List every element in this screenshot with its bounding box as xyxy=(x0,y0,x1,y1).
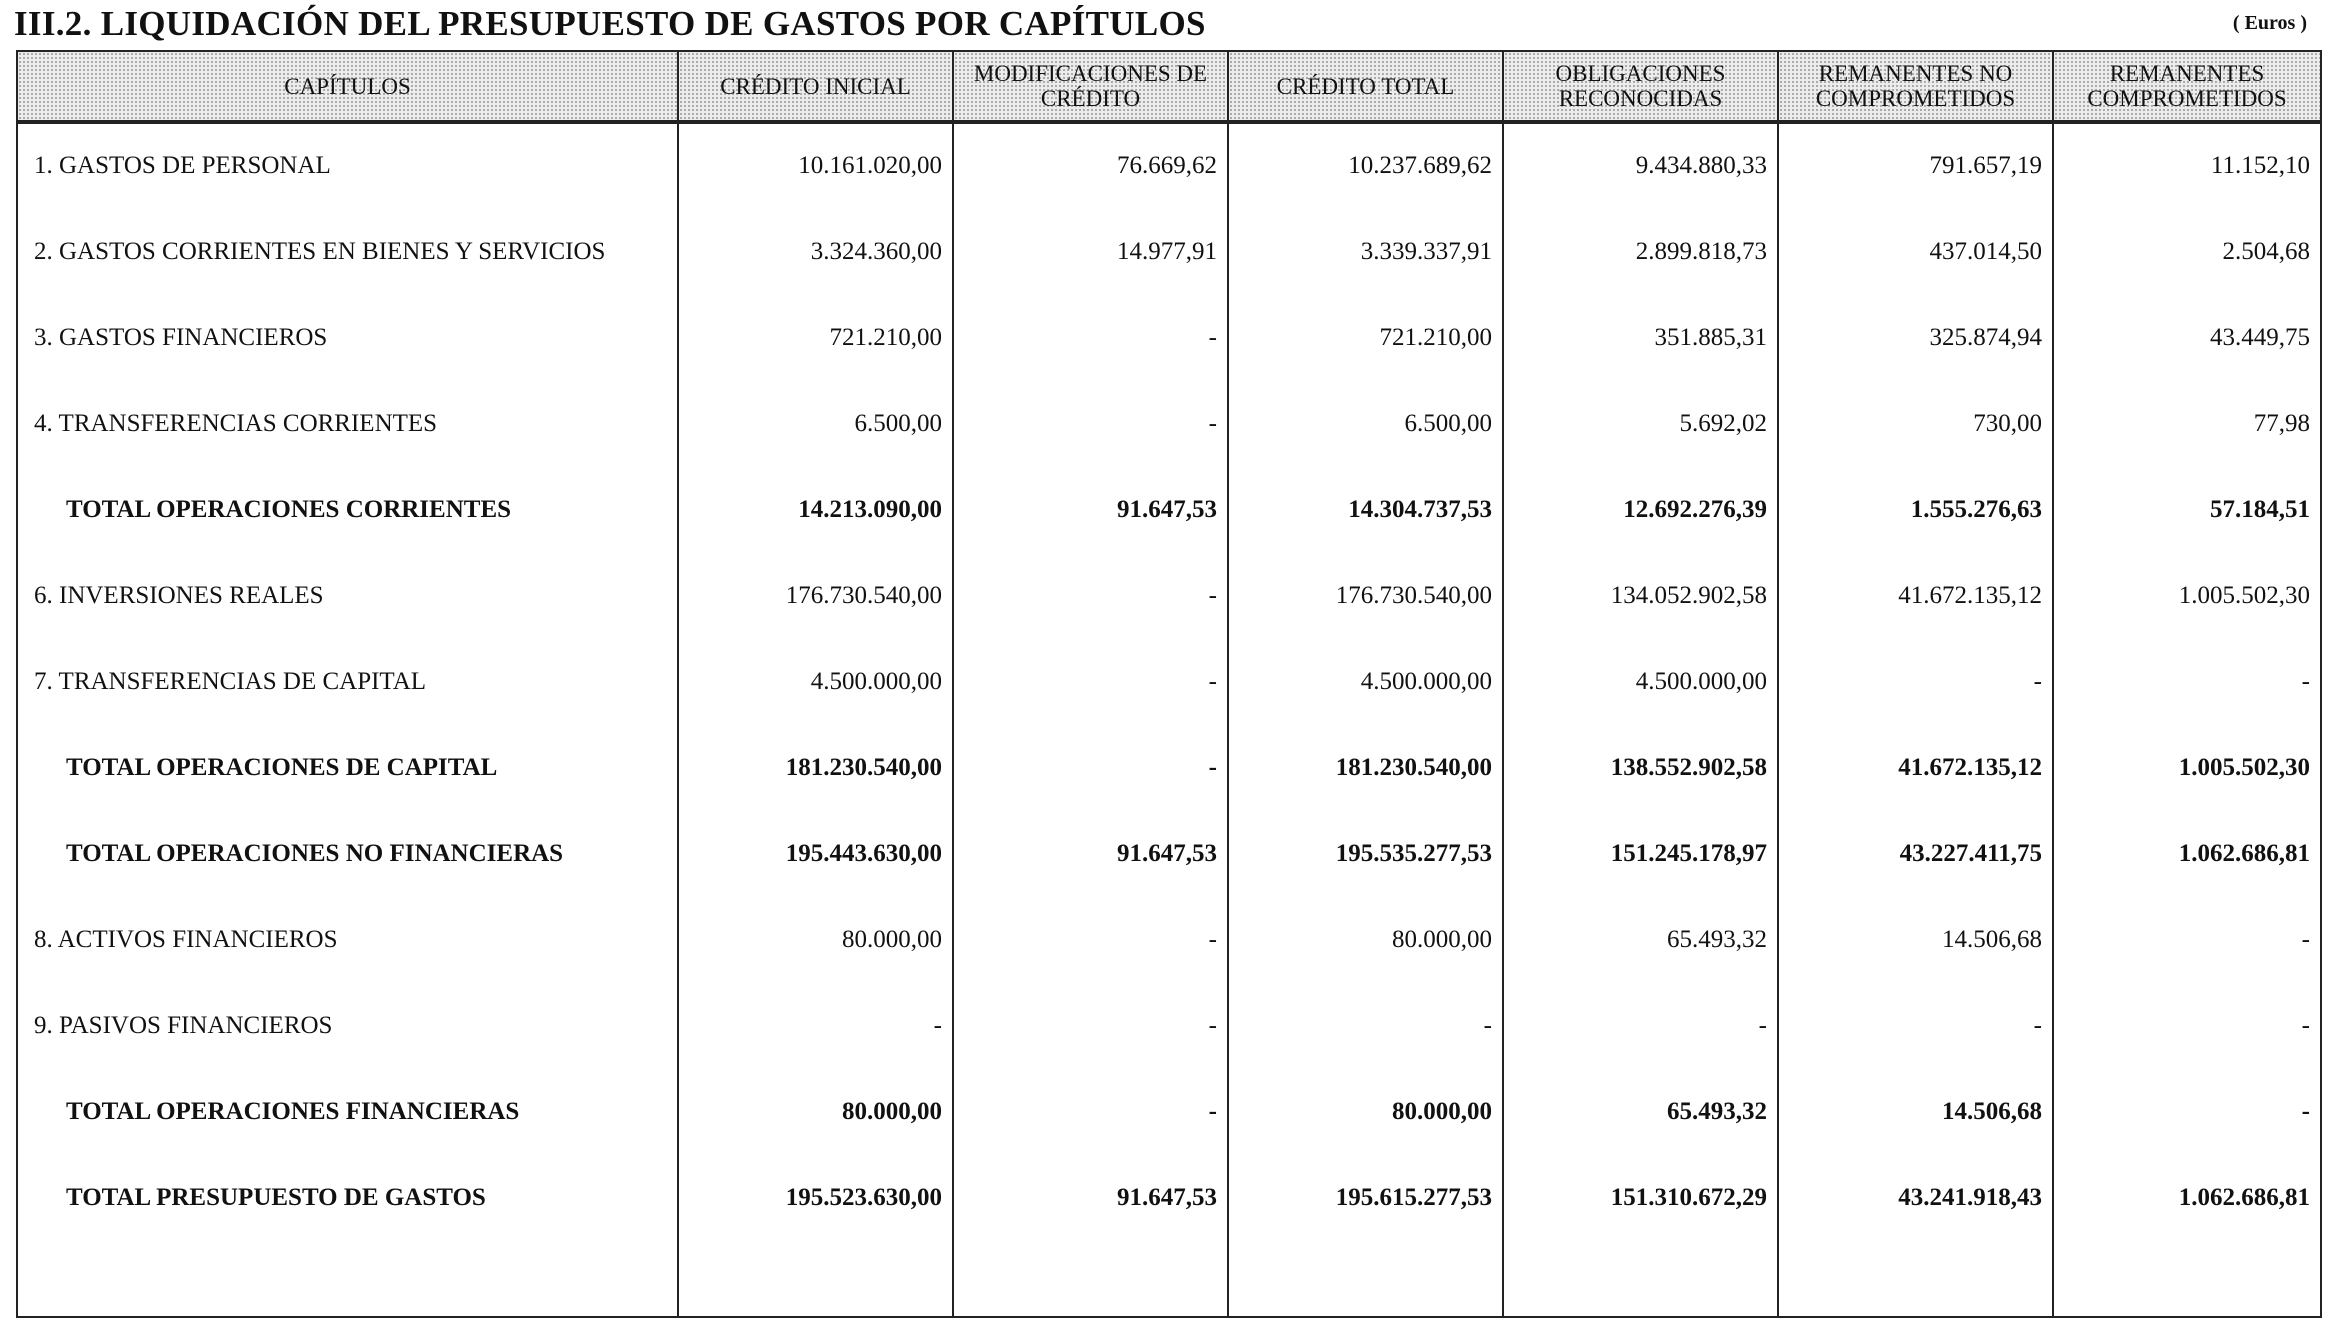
blank-cell xyxy=(1503,1242,1778,1317)
cell-value: 12.692.276,39 xyxy=(1503,468,1778,554)
cell-value: 6.500,00 xyxy=(678,382,953,468)
table-row xyxy=(17,984,2321,1070)
cell-value: - xyxy=(953,296,1228,382)
cell-value: 151.310.672,29 xyxy=(1503,1156,1778,1242)
cell-value: 2.504,68 xyxy=(2053,210,2321,296)
row-label: TOTAL PRESUPUESTO DE GASTOS xyxy=(17,1156,678,1242)
cell-value: 10.161.020,00 xyxy=(678,122,953,210)
cell-value: - xyxy=(1778,984,2053,1070)
cell-value: 91.647,53 xyxy=(953,812,1228,898)
cell-value: 14.304.737,53 xyxy=(1228,468,1503,554)
row-label: 6. INVERSIONES REALES xyxy=(17,554,678,640)
table-row xyxy=(17,382,2321,468)
cell-value: 80.000,00 xyxy=(678,1070,953,1156)
cell-value: - xyxy=(953,898,1228,984)
row-label: 8. ACTIVOS FINANCIEROS xyxy=(17,898,678,984)
cell-value: 2.899.818,73 xyxy=(1503,210,1778,296)
page-title: III.2. LIQUIDACIÓN DEL PRESUPUESTO DE GASTOS POR CAPÍTULOS xyxy=(14,4,1206,43)
units-label: ( Euros ) xyxy=(2232,12,2307,34)
cell-value: 1.005.502,30 xyxy=(2053,554,2321,640)
row-label: 3. GASTOS FINANCIEROS xyxy=(17,296,678,382)
cell-value: 134.052.902,58 xyxy=(1503,554,1778,640)
cell-value: 91.647,53 xyxy=(953,1156,1228,1242)
cell-value: 4.500.000,00 xyxy=(1503,640,1778,726)
cell-value: 195.535.277,53 xyxy=(1228,812,1503,898)
cell-value: 43.241.918,43 xyxy=(1778,1156,2053,1242)
cell-value: 76.669,62 xyxy=(953,122,1228,210)
cell-value: 138.552.902,58 xyxy=(1503,726,1778,812)
cell-value: 195.523.630,00 xyxy=(678,1156,953,1242)
table-body xyxy=(17,122,2321,1317)
total-row xyxy=(17,1070,2321,1156)
blank-cell xyxy=(953,1242,1228,1317)
cell-value: 65.493,32 xyxy=(1503,898,1778,984)
cell-value: 195.615.277,53 xyxy=(1228,1156,1503,1242)
blank-cell xyxy=(678,1242,953,1317)
blank-filler-row xyxy=(17,1242,2321,1317)
blank-cell xyxy=(17,1242,678,1317)
cell-value: 41.672.135,12 xyxy=(1778,554,2053,640)
total-row xyxy=(17,812,2321,898)
cell-value: 181.230.540,00 xyxy=(678,726,953,812)
table-row xyxy=(17,898,2321,984)
cell-value: 4.500.000,00 xyxy=(678,640,953,726)
cell-value: 3.339.337,91 xyxy=(1228,210,1503,296)
cell-value: 4.500.000,00 xyxy=(1228,640,1503,726)
col-header-credito-inicial: CRÉDITO INICIAL xyxy=(678,51,953,122)
table-row xyxy=(17,122,2321,210)
cell-value: 181.230.540,00 xyxy=(1228,726,1503,812)
cell-value: 325.874,94 xyxy=(1778,296,2053,382)
total-row xyxy=(17,468,2321,554)
cell-value: - xyxy=(953,984,1228,1070)
cell-value: 437.014,50 xyxy=(1778,210,2053,296)
row-label: 1. GASTOS DE PERSONAL xyxy=(17,122,678,210)
col-header-modificaciones: MODIFICACIONES DE CRÉDITO xyxy=(953,51,1228,122)
cell-value: 14.506,68 xyxy=(1778,898,2053,984)
cell-value: 91.647,53 xyxy=(953,468,1228,554)
cell-value: 43.227.411,75 xyxy=(1778,812,2053,898)
cell-value: - xyxy=(2053,898,2321,984)
row-label: 7. TRANSFERENCIAS DE CAPITAL xyxy=(17,640,678,726)
cell-value: - xyxy=(953,726,1228,812)
cell-value: 721.210,00 xyxy=(1228,296,1503,382)
row-label: 2. GASTOS CORRIENTES EN BIENES Y SERVICIOS xyxy=(17,210,678,296)
cell-value: 1.555.276,63 xyxy=(1778,468,2053,554)
blank-cell xyxy=(1228,1242,1503,1317)
cell-value: 3.324.360,00 xyxy=(678,210,953,296)
cell-value: 6.500,00 xyxy=(1228,382,1503,468)
row-label: TOTAL OPERACIONES CORRIENTES xyxy=(17,468,678,554)
cell-value: - xyxy=(2053,640,2321,726)
cell-value: 730,00 xyxy=(1778,382,2053,468)
cell-value: - xyxy=(953,554,1228,640)
cell-value: 351.885,31 xyxy=(1503,296,1778,382)
cell-value: 14.506,68 xyxy=(1778,1070,2053,1156)
table-row xyxy=(17,296,2321,382)
cell-value: - xyxy=(1503,984,1778,1070)
cell-value: - xyxy=(1228,984,1503,1070)
cell-value: - xyxy=(678,984,953,1070)
cell-value: 43.449,75 xyxy=(2053,296,2321,382)
col-header-obligaciones: OBLIGACIONES RECONOCIDAS xyxy=(1503,51,1778,122)
blank-cell xyxy=(2053,1242,2321,1317)
table-row xyxy=(17,210,2321,296)
cell-value: 721.210,00 xyxy=(678,296,953,382)
col-header-credito-total: CRÉDITO TOTAL xyxy=(1228,51,1503,122)
cell-value: 14.977,91 xyxy=(953,210,1228,296)
col-header-remanentes-comprometidos: REMANENTES COMPROMETIDOS xyxy=(2053,51,2321,122)
cell-value: 176.730.540,00 xyxy=(1228,554,1503,640)
cell-value: - xyxy=(953,640,1228,726)
total-row xyxy=(17,726,2321,812)
total-row xyxy=(17,1156,2321,1242)
row-label: 4. TRANSFERENCIAS CORRIENTES xyxy=(17,382,678,468)
row-label: TOTAL OPERACIONES DE CAPITAL xyxy=(17,726,678,812)
table-row xyxy=(17,554,2321,640)
cell-value: 1.005.502,30 xyxy=(2053,726,2321,812)
table-header-row xyxy=(17,51,2321,122)
cell-value: 65.493,32 xyxy=(1503,1070,1778,1156)
cell-value: 9.434.880,33 xyxy=(1503,122,1778,210)
cell-value: - xyxy=(953,382,1228,468)
cell-value: 41.672.135,12 xyxy=(1778,726,2053,812)
table-row xyxy=(17,640,2321,726)
cell-value: 10.237.689,62 xyxy=(1228,122,1503,210)
cell-value: 11.152,10 xyxy=(2053,122,2321,210)
cell-value: - xyxy=(1778,640,2053,726)
col-header-capitulos: CAPÍTULOS xyxy=(17,51,678,122)
cell-value: 80.000,00 xyxy=(1228,898,1503,984)
cell-value: 80.000,00 xyxy=(678,898,953,984)
cell-value: - xyxy=(2053,1070,2321,1156)
cell-value: 176.730.540,00 xyxy=(678,554,953,640)
cell-value: 77,98 xyxy=(2053,382,2321,468)
budget-table xyxy=(16,50,2322,1318)
cell-value: 195.443.630,00 xyxy=(678,812,953,898)
cell-value: 1.062.686,81 xyxy=(2053,1156,2321,1242)
row-label: TOTAL OPERACIONES NO FINANCIERAS xyxy=(17,812,678,898)
cell-value: 791.657,19 xyxy=(1778,122,2053,210)
cell-value: - xyxy=(953,1070,1228,1156)
row-label: TOTAL OPERACIONES FINANCIERAS xyxy=(17,1070,678,1156)
cell-value: 80.000,00 xyxy=(1228,1070,1503,1156)
cell-value: 14.213.090,00 xyxy=(678,468,953,554)
cell-value: 57.184,51 xyxy=(2053,468,2321,554)
cell-value: 1.062.686,81 xyxy=(2053,812,2321,898)
cell-value: 5.692,02 xyxy=(1503,382,1778,468)
cell-value: - xyxy=(2053,984,2321,1070)
col-header-remanentes-no-comprometidos: REMANENTES NO COMPROMETIDOS xyxy=(1778,51,2053,122)
cell-value: 151.245.178,97 xyxy=(1503,812,1778,898)
row-label: 9. PASIVOS FINANCIEROS xyxy=(17,984,678,1070)
blank-cell xyxy=(1778,1242,2053,1317)
